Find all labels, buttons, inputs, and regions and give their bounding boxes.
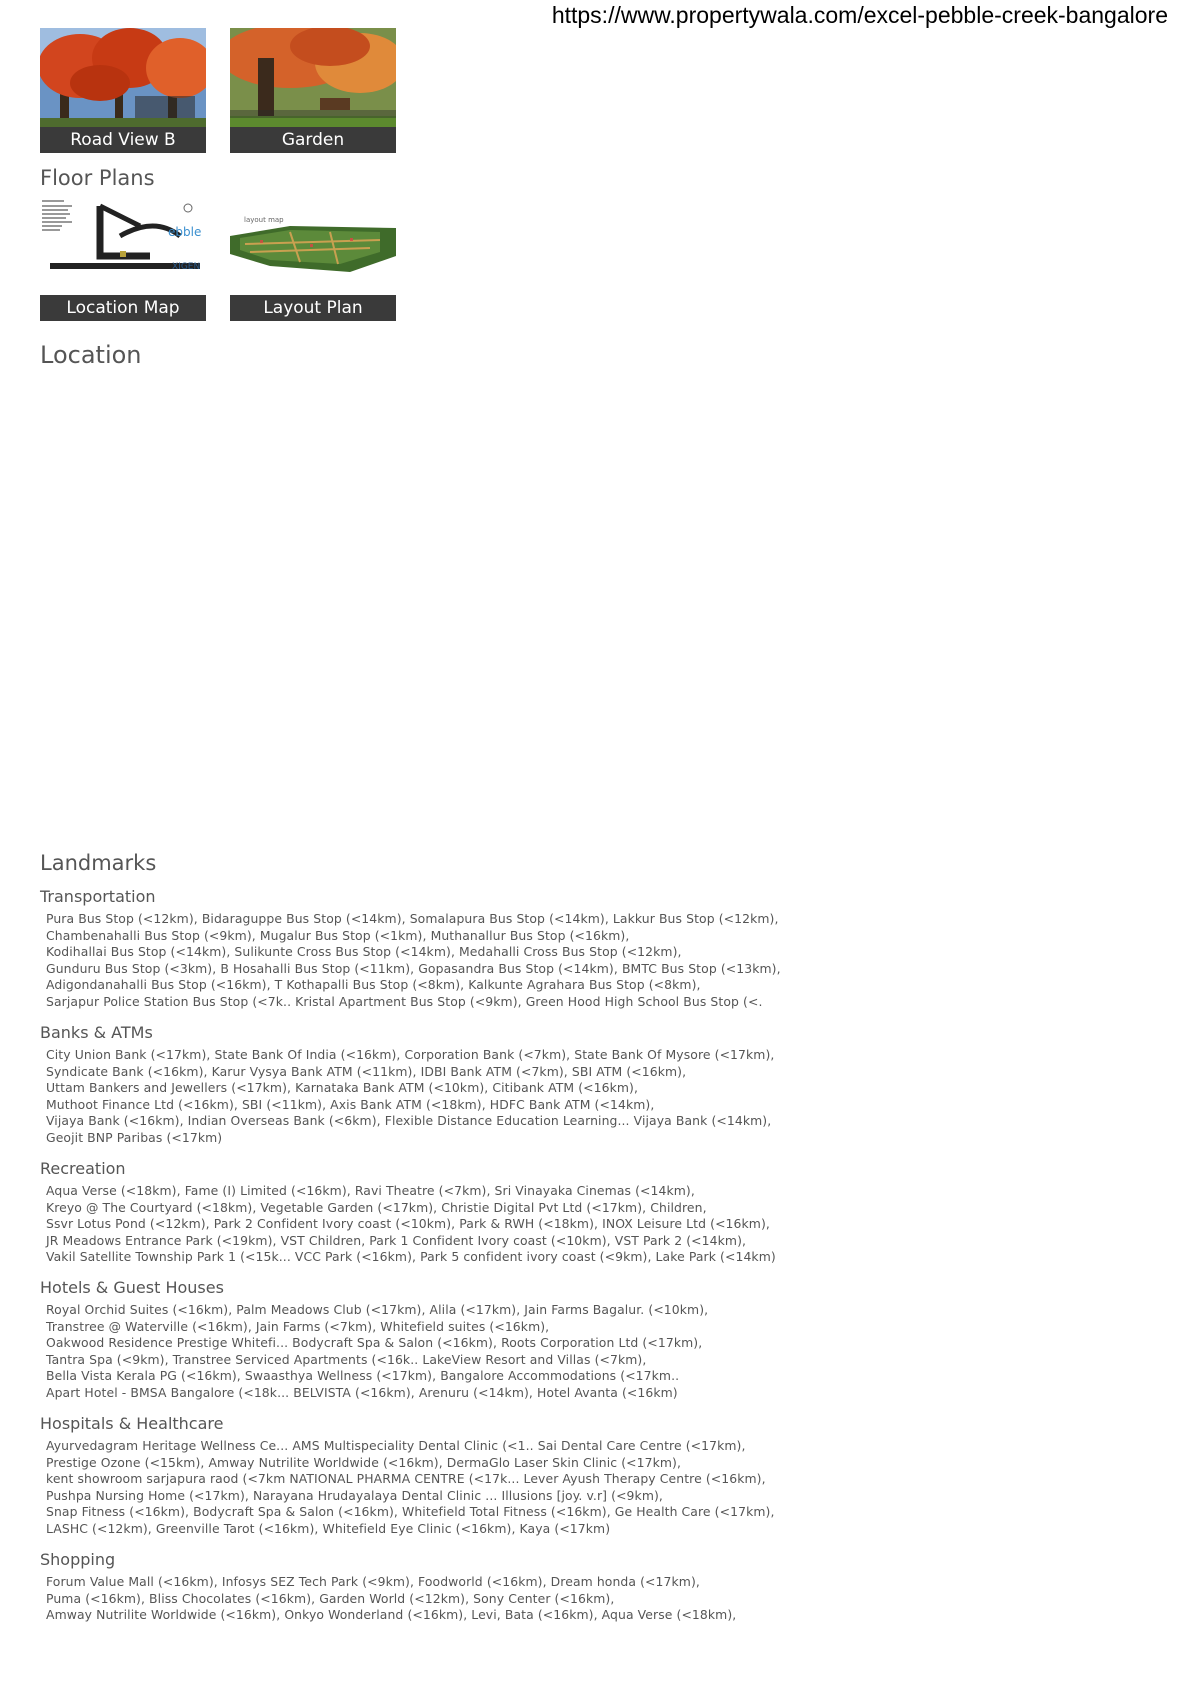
floor-plan-layout-plan[interactable] xyxy=(230,196,396,321)
list-line: Tantra Spa (<9km), Transtree Serviced Apartments (<16k.. LakeView Resort and Villas (<7km), xyxy=(46,1351,647,1367)
list-line: Aqua Verse (<18km), Fame (I) Limited (<16km), Ravi Theatre (<7km), Sri Vinayaka Cinemas (<14km), xyxy=(46,1183,695,1198)
list-line: Bella Vista Kerala PG (<16km), Swaasthya Wellness (<17km), Bangalore Accommodations (<17km.. xyxy=(46,1368,680,1384)
landmarks-title: Landmarks xyxy=(40,851,157,875)
section-title: Shopping xyxy=(40,1550,116,1569)
section-list xyxy=(46,1574,800,1624)
list-line: Ayurvedagram Heritage Wellness Ce... AMS Multispeciality Dental Clinic (<1.. Sai Dental Care Centre (<17km), xyxy=(46,1438,746,1453)
landmark-section-shopping xyxy=(40,1550,800,1624)
list-line: LASHC (<12km), Greenville Tarot (<16km), Whitefield Eye Clinic (<16km), Kaya (<17km) xyxy=(46,1520,611,1536)
section-title: Transportation xyxy=(40,887,156,906)
section-list xyxy=(46,911,800,1011)
list-line: Geojit BNP Paribas (<17km) xyxy=(46,1129,223,1145)
list-line: Kreyo @ The Courtyard (<18km), Vegetable Garden (<17km), Christie Digital Pvt Ltd (<17km), Children, xyxy=(46,1199,707,1215)
floor-plan-location-map[interactable] xyxy=(40,196,206,321)
page-url[interactable]: https://www.propertywala.com/excel-pebble-creek-bangalore xyxy=(551,2,1168,28)
list-line: Prestige Ozone (<15km), Amway Nutrilite Worldwide (<16km), DermaGlo Laser Skin Clinic (<17km), xyxy=(46,1454,682,1470)
section-list xyxy=(46,1302,800,1402)
section-title: Banks & ATMs xyxy=(40,1023,153,1042)
list-line: Gunduru Bus Stop (<3km), B Hosahalli Bus Stop (<11km), Gopasandra Bus Stop (<14km), BMTC Bus Stop (<13km), xyxy=(46,960,781,976)
photo-road-view-b[interactable] xyxy=(40,28,206,153)
list-line: Vijaya Bank (<16km), Indian Overseas Bank (<6km), Flexible Distance Education Learning... Vijaya Bank (<14km), xyxy=(46,1113,772,1129)
section-title: Hospitals & Healthcare xyxy=(40,1414,224,1433)
photo-garden[interactable] xyxy=(230,28,396,153)
svg-text:ebble: ebble xyxy=(168,225,202,239)
list-line: Ssvr Lotus Pond (<12km), Park 2 Confident Ivory coast (<10km), Park & RWH (<18km), INOX Leisure Ltd (<16km), xyxy=(46,1216,770,1232)
list-line: Amway Nutrilite Worldwide (<16km), Onkyo Wonderland (<16km), Levi, Bata (<16km), Aqua Verse (<18km), xyxy=(46,1607,737,1623)
list-line: City Union Bank (<17km), State Bank Of India (<16km), Corporation Bank (<7km), State Bank Of Mysore (<17km), xyxy=(46,1047,775,1062)
list-line: Snap Fitness (<16km), Bodycraft Spa & Salon (<16km), Whitefield Total Fitness (<16km), Ge Health Care (<17km), xyxy=(46,1504,775,1520)
floor-plans-title: Floor Plans xyxy=(40,166,155,190)
photo-caption: Garden xyxy=(230,127,396,153)
list-line: Adigondanahalli Bus Stop (<16km), T Kothapalli Bus Stop (<8km), Kalkunte Agrahara Bus Stop (<8km), xyxy=(46,977,701,993)
floor-plan-caption: Location Map xyxy=(40,295,206,321)
list-line: Muthoot Finance Ltd (<16km), SBI (<11km), Axis Bank ATM (<18km), HDFC Bank ATM (<14km), xyxy=(46,1096,655,1112)
list-line: kent showroom sarjapura raod (<7km NATIONAL PHARMA CENTRE (<17k... Lever Ayush Therapy Centre (<16km), xyxy=(46,1471,766,1487)
list-line: Vakil Satellite Township Park 1 (<15k... VCC Park (<16km), Park 5 confident ivory coast (<9km), Lake Park (<14km) xyxy=(46,1249,776,1265)
landmark-section-recreation xyxy=(40,1159,800,1266)
landmark-section-banks xyxy=(40,1023,800,1147)
list-line: JR Meadows Entrance Park (<19km), VST Children, Park 1 Confident Ivory coast (<10km), VST Park 2 (<14km), xyxy=(46,1232,747,1248)
list-line: Forum Value Mall (<16km), Infosys SEZ Tech Park (<9km), Foodworld (<16km), Dream honda (<17km), xyxy=(46,1574,700,1589)
list-line: Royal Orchid Suites (<16km), Palm Meadows Club (<17km), Alila (<17km), Jain Farms Bagalur. (<10km), xyxy=(46,1302,709,1317)
list-line: Kodihallai Bus Stop (<14km), Sulikunte Cross Bus Stop (<14km), Medahalli Cross Bus Stop (<12km), xyxy=(46,944,682,960)
location-map-area[interactable] xyxy=(40,380,800,830)
section-list xyxy=(46,1047,800,1147)
list-line: Apart Hotel - BMSA Bangalore (<18k... BELVISTA (<16km), Arenuru (<14km), Hotel Avanta (<16km) xyxy=(46,1384,678,1400)
list-line: Puma (<16km), Bliss Chocolates (<16km), Garden World (<12km), Sony Center (<16km), xyxy=(46,1590,615,1606)
list-line: Transtree @ Waterville (<16km), Jain Farms (<7km), Whitefield suites (<16km), xyxy=(46,1318,550,1334)
section-list xyxy=(46,1438,800,1538)
list-line: Syndicate Bank (<16km), Karur Vysya Bank ATM (<11km), IDBI Bank ATM (<7km), SBI ATM (<16km), xyxy=(46,1063,687,1079)
landmark-section-hotels xyxy=(40,1278,800,1402)
list-line: Pushpa Nursing Home (<17km), Narayana Hrudayalaya Dental Clinic ... Illusions [joy. v.r] (<9km), xyxy=(46,1487,663,1503)
list-line: Chambenahalli Bus Stop (<9km), Mugalur Bus Stop (<1km), Muthanallur Bus Stop (<16km), xyxy=(46,927,630,943)
list-line: Pura Bus Stop (<12km), Bidaraguppe Bus Stop (<14km), Somalapura Bus Stop (<14km), Lakkur Bus Stop (<12km), xyxy=(46,911,779,926)
location-title: Location xyxy=(40,341,142,369)
section-title: Hotels & Guest Houses xyxy=(40,1278,224,1297)
photo-caption: Road View B xyxy=(40,127,206,153)
floor-plan-caption: Layout Plan xyxy=(230,295,396,321)
list-line: Sarjapur Police Station Bus Stop (<7k.. Kristal Apartment Bus Stop (<9km), Green Hood High School Bus Stop (<. xyxy=(46,993,763,1009)
section-title: Recreation xyxy=(40,1159,126,1178)
landmark-section-transportation xyxy=(40,887,800,1011)
section-list xyxy=(46,1183,800,1266)
svg-text:layout map: layout map xyxy=(244,216,284,224)
list-line: Oakwood Residence Prestige Whitefi... Bodycraft Spa & Salon (<16km), Roots Corporation Ltd (<17km), xyxy=(46,1335,703,1351)
landmark-section-hospitals xyxy=(40,1414,800,1538)
list-line: Uttam Bankers and Jewellers (<17km), Karnataka Bank ATM (<10km), Citibank ATM (<16km), xyxy=(46,1080,639,1096)
svg-text:XIGEN: XIGEN xyxy=(172,262,201,272)
